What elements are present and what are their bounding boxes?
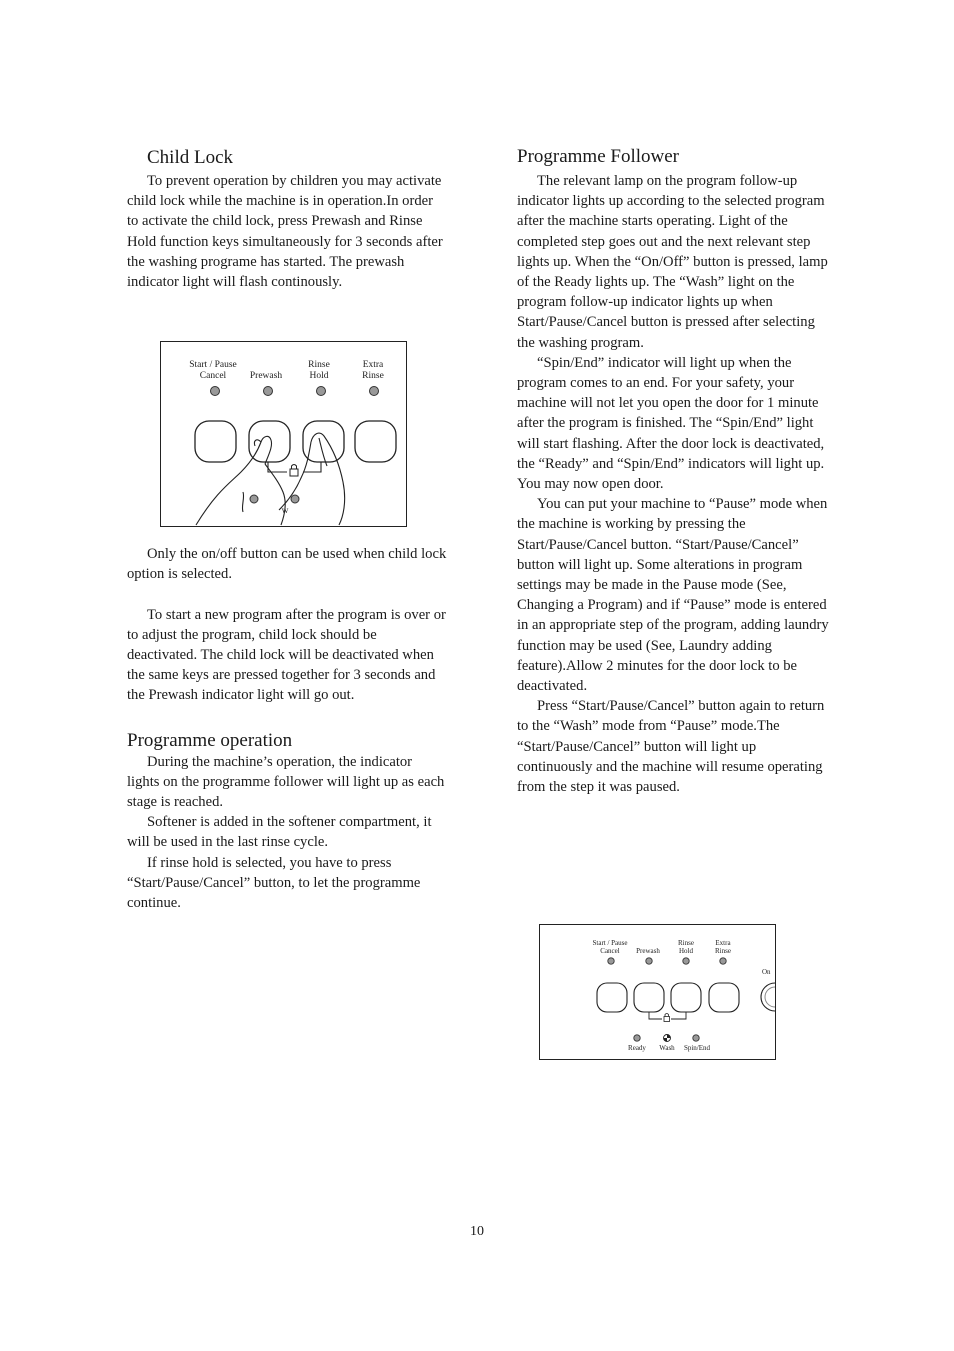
child-lock-paragraph-3: To start a new program after the program is over or to adjust the program, child lock should be deactivated. The child lock will be deactivated when the same keys are pressed together for 3 seconds and the Prewash indicator light will go out. <box>127 606 446 704</box>
left-column <box>127 147 447 913</box>
wash-label: Wash <box>659 1044 675 1052</box>
extra-rinse-label: Extra Rinse <box>715 939 731 956</box>
child-lock-panel-drawing <box>161 342 406 526</box>
start-pause-key <box>597 983 627 1012</box>
start-pause-cancel-label: Start / Pause Cancel <box>592 939 628 956</box>
prewash-label: Prewash <box>249 371 283 381</box>
ready-label: Ready <box>628 1044 646 1052</box>
spin-end-indicator-light <box>693 1035 699 1041</box>
programme-follower-paragraph-4: Press “Start/Pause/Cancel” button again to return to the “Wash” mode from “Pause” mode.The “Start/Pause/Cancel” button will light up continuously and the machine will resume operating from the step it was paused. <box>517 698 825 796</box>
ready-indicator-light <box>634 1035 640 1041</box>
rinse-hold-indicator-light <box>317 387 326 396</box>
wash-indicator-light-lit <box>664 1035 671 1042</box>
spin-end-label: Spin/End <box>683 1044 711 1052</box>
start-pause-key <box>195 421 236 462</box>
right-column <box>517 146 829 797</box>
page-number: 10 <box>470 1224 484 1239</box>
programme-operation-paragraph-2: Softener is added in the softener compartment, it will be used in the last rinse cycle. <box>127 814 432 851</box>
rinse-hold-key <box>671 983 701 1012</box>
extra-rinse-label: Extra Rinse <box>362 360 384 381</box>
rinse-hold-label: Rinse Hold <box>678 939 694 956</box>
programme-follower-panel-illustration <box>539 924 776 1060</box>
child-lock-paragraph-2: Only the on/off button can be used when child lock option is selected. <box>127 546 447 583</box>
prewash-indicator-light <box>646 958 652 964</box>
child-lock-heading: Child Lock <box>147 147 234 168</box>
rinse-hold-indicator-light <box>683 958 689 964</box>
lower-indicator-light <box>291 495 299 503</box>
programme-operation-paragraph-1: During the machine’s operation, the indicator lights on the programme follower will light up as each stage is reached. <box>127 753 445 811</box>
child-lock-panel-illustration <box>160 341 407 527</box>
lock-icon <box>290 465 298 477</box>
hand-mark-label: w <box>281 506 289 516</box>
programme-operation-heading: Programme operation <box>127 729 293 751</box>
lock-icon <box>664 1014 670 1022</box>
extra-rinse-indicator-light <box>370 387 379 396</box>
prewash-key <box>634 983 664 1012</box>
extra-rinse-indicator-light <box>720 958 726 964</box>
start-pause-indicator-light <box>608 958 614 964</box>
rinse-hold-label: Rinse Hold <box>308 360 330 381</box>
extra-rinse-key <box>355 421 396 462</box>
programme-follower-paragraph-2: “Spin/End” indicator will light up when the program comes to an end. For your safety, your machine will not let you open the door for 1 minute after the program is finished. The “Spin/End” light will start flashing. After the door lock is deactivated, the “Ready” and “Spin/End” indicators will light up. You may now open door. <box>517 354 825 493</box>
prewash-indicator-light <box>264 387 273 396</box>
programme-follower-paragraph-1: The relevant lamp on the program follow-up indicator lights up according to the selected program after the machine starts operating. Light of the completed step goes out and the next relevant step lights up. When the “On/Off” button is pressed, lamp of the Ready lights up. The “Wash” light on the program follow-up indicator lights up when Start/Pause/Cancel button is pressed after selecting the washing program. <box>517 173 828 351</box>
start-pause-cancel-label: Start / Pause Cancel <box>189 360 237 381</box>
on-label: On <box>762 968 771 976</box>
programme-follower-panel-drawing <box>540 925 775 1059</box>
programme-follower-paragraph-3: You can put your machine to “Pause” mode when the machine is working by pressing the Start/Pause/Cancel button. “Start/Pause/Cancel” button will light up. Some alterations in program settings may be made in the Pause mode (See, Changing a Program) and if “Pause” mode is entered in an appropriate step of the program, adding laundry function may be used (See, Laundry adding feature).Allow 2 minutes for the door lock to be deactivated. <box>517 496 829 695</box>
extra-rinse-key <box>709 983 739 1012</box>
on-off-key <box>761 983 775 1011</box>
programme-operation-paragraph-3: If rinse hold is selected, you have to press “Start/Pause/Cancel” button, to let the programme continue. <box>127 854 421 912</box>
child-lock-paragraph-1: To prevent operation by children you may activate child lock while the machine is in operation.In order to activate the child lock, press Prewash and Rinse Hold function keys simultaneously for 3 seconds after the washing programe has started. The prewash indicator light will flash continously. <box>127 173 443 291</box>
start-pause-indicator-light <box>211 387 220 396</box>
lower-indicator-light <box>250 495 258 503</box>
prewash-label: Prewash <box>636 947 660 955</box>
programme-follower-heading: Programme Follower <box>517 146 680 167</box>
